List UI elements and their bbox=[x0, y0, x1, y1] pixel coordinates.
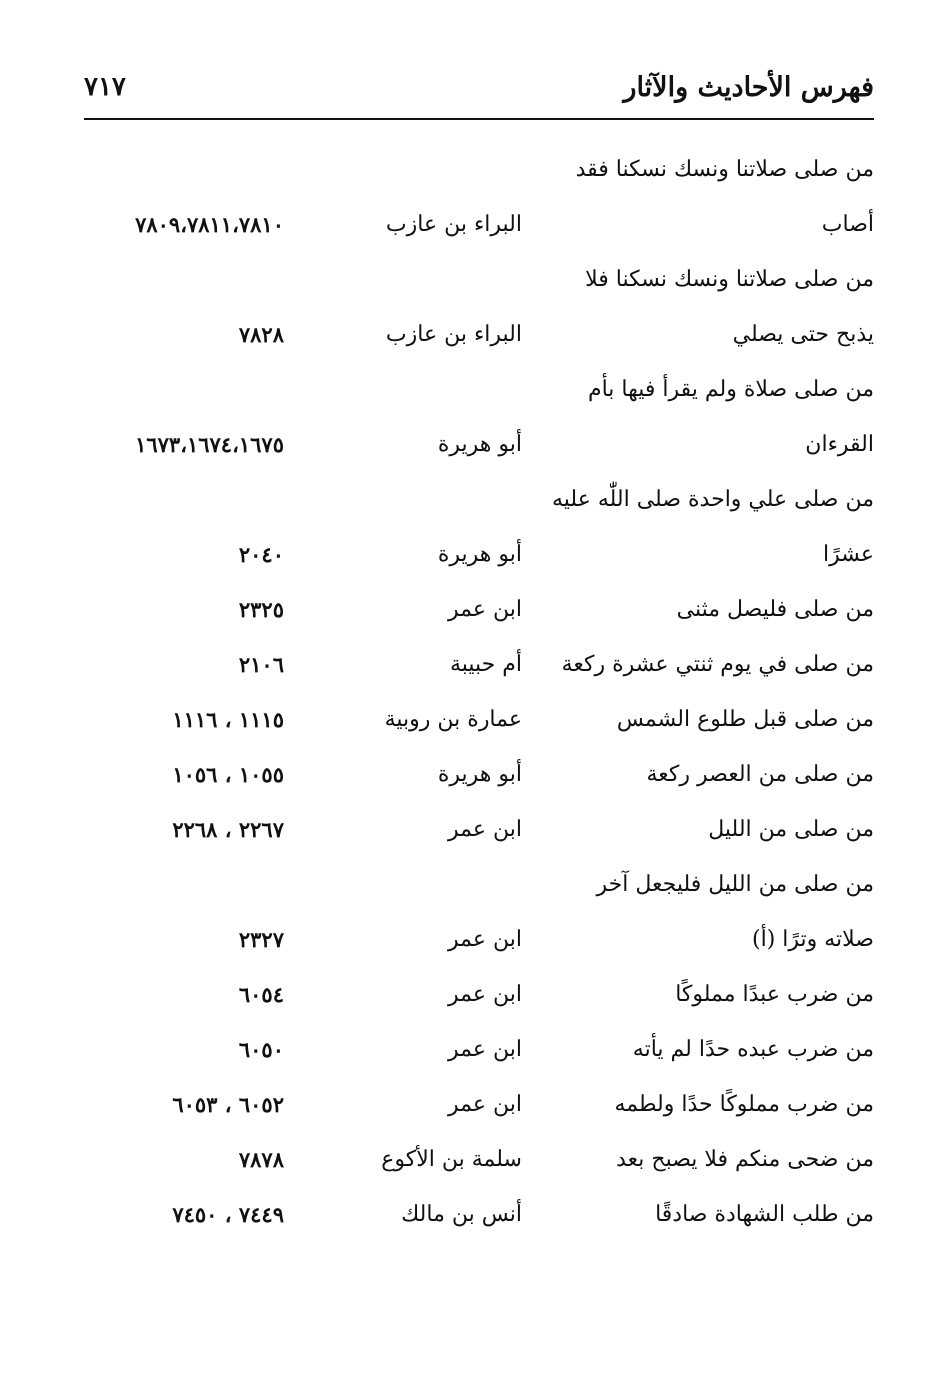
hadith-numbers: ٧٨٧٨ bbox=[238, 1147, 284, 1172]
narrator: أنس بن مالك bbox=[401, 1202, 522, 1227]
hadith-text: من ضرب مملوكًا حدًا ولطمه bbox=[614, 1092, 874, 1117]
hadith-text: من صلى قبل طلوع الشمس bbox=[616, 707, 874, 732]
hadith-numbers: ٢٣٢٧ bbox=[238, 927, 284, 952]
narrator: أبو هريرة bbox=[437, 542, 522, 567]
hadith-text: من ضحى منكم فلا يصبح بعد bbox=[616, 1147, 874, 1172]
index-row bbox=[84, 1132, 874, 1187]
index-row bbox=[84, 967, 874, 1022]
index-row bbox=[84, 142, 874, 197]
narrator: البراء بن عازب bbox=[385, 212, 522, 237]
narrator: أبو هريرة bbox=[437, 762, 522, 787]
hadith-numbers: ١١١٥ ، ١١١٦ bbox=[172, 707, 284, 732]
hadith-text: من صلى علي واحدة صلى اللّٰه عليه bbox=[552, 487, 874, 512]
hadith-text: يذبح حتى يصلي bbox=[732, 322, 874, 347]
hadith-numbers: ١٠٥٥ ، ١٠٥٦ bbox=[172, 762, 284, 787]
page-title: فهرس الأحاديث والآثار bbox=[623, 71, 874, 103]
narrator: البراء بن عازب bbox=[385, 322, 522, 347]
hadith-text: من صلى فليصل مثنى bbox=[676, 597, 874, 622]
index-row bbox=[84, 637, 874, 692]
index-row bbox=[84, 1022, 874, 1077]
index-row bbox=[84, 747, 874, 802]
index-row bbox=[84, 692, 874, 747]
hadith-numbers: ٧٨٢٨ bbox=[238, 322, 284, 347]
hadith-numbers: ٦٠٥٠ bbox=[238, 1037, 284, 1062]
index-row bbox=[84, 802, 874, 857]
hadith-text: من صلى من الليل bbox=[708, 817, 874, 842]
index-row bbox=[84, 362, 874, 417]
narrator: عمارة بن روبية bbox=[384, 707, 522, 732]
index-row bbox=[84, 417, 874, 472]
narrator: ابن عمر bbox=[448, 817, 522, 842]
hadith-numbers: ٧٤٤٩ ، ٧٤٥٠ bbox=[172, 1202, 284, 1227]
narrator: سلمة بن الأكوع bbox=[381, 1147, 522, 1172]
hadith-text: صلاته وترًا (أ) bbox=[752, 927, 874, 952]
index-row bbox=[84, 857, 874, 912]
index-row bbox=[84, 912, 874, 967]
hadith-text: من صلى صلاتنا ونسك نسكنا فلا bbox=[585, 267, 874, 292]
hadith-text: من طلب الشهادة صادقًا bbox=[655, 1202, 874, 1227]
hadith-text: من صلى من العصر ركعة bbox=[646, 762, 874, 787]
hadith-numbers: ٦٠٥٢ ، ٦٠٥٣ bbox=[172, 1092, 284, 1117]
page-header bbox=[84, 62, 874, 112]
index-row bbox=[84, 307, 874, 362]
index-row bbox=[84, 197, 874, 252]
hadith-numbers: ١٦٧٣،١٦٧٤،١٦٧٥ bbox=[135, 432, 284, 457]
hadith-numbers: ٢٣٢٥ bbox=[238, 597, 284, 622]
hadith-text: من صلى صلاة ولم يقرأ فيها بأم bbox=[587, 377, 874, 402]
narrator: ابن عمر bbox=[448, 927, 522, 952]
narrator: أم حبيبة bbox=[449, 652, 522, 677]
narrator: ابن عمر bbox=[448, 1037, 522, 1062]
hadith-numbers: ٦٠٥٤ bbox=[238, 982, 284, 1007]
index-row bbox=[84, 1077, 874, 1132]
narrator: أبو هريرة bbox=[437, 432, 522, 457]
hadith-text: من صلى في يوم ثنتي عشرة ركعة bbox=[561, 652, 874, 677]
hadith-numbers: ٢٢٦٧ ، ٢٢٦٨ bbox=[172, 817, 284, 842]
hadith-index-list bbox=[84, 142, 874, 1242]
hadith-text: عشرًا bbox=[822, 542, 874, 567]
page-number: ٧١٧ bbox=[84, 72, 126, 102]
index-row bbox=[84, 527, 874, 582]
hadith-numbers: ٢١٠٦ bbox=[238, 652, 284, 677]
narrator: ابن عمر bbox=[448, 597, 522, 622]
hadith-text: من ضرب عبدًا مملوكًا bbox=[675, 982, 874, 1007]
hadith-text: أصاب bbox=[821, 212, 874, 237]
hadith-text: من صلى صلاتنا ونسك نسكنا فقد bbox=[575, 157, 874, 182]
index-row bbox=[84, 252, 874, 307]
narrator: ابن عمر bbox=[448, 1092, 522, 1117]
index-row bbox=[84, 1187, 874, 1242]
narrator: ابن عمر bbox=[448, 982, 522, 1007]
hadith-numbers: ٢٠٤٠ bbox=[238, 542, 284, 567]
index-row bbox=[84, 472, 874, 527]
hadith-text: من ضرب عبده حدًا لم يأته bbox=[632, 1037, 874, 1062]
hadith-numbers: ٧٨٠٩،٧٨١١،٧٨١٠ bbox=[135, 212, 284, 237]
index-row bbox=[84, 582, 874, 637]
hadith-text: من صلى من الليل فليجعل آخر bbox=[596, 872, 874, 897]
hadith-text: القرءان bbox=[805, 432, 874, 457]
header-rule bbox=[84, 118, 874, 120]
